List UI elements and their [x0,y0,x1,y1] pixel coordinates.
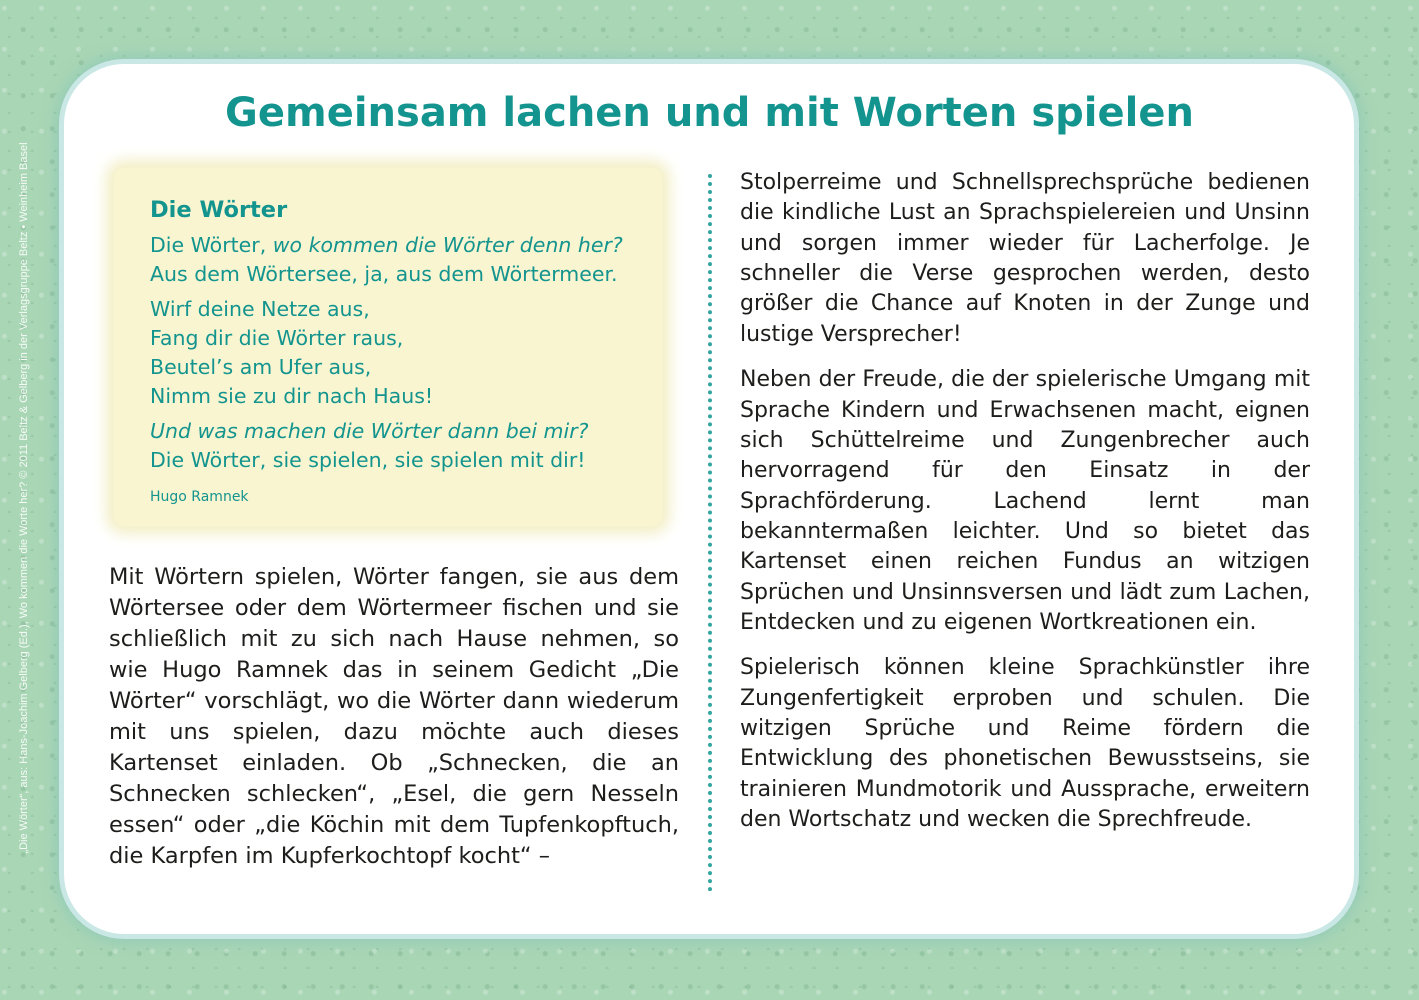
column-divider [708,174,712,892]
poem-stanza-3 [150,417,650,475]
poem-line [150,417,650,446]
poem-line: Beutel’s am Ufer aus, [150,355,372,379]
poem-stanza-1 [150,231,650,289]
poem-author: Hugo Ramnek [150,489,249,505]
copyright-credit: „Die Wörter“, aus: Hans-Joachim Gelberg (Ed.), Wo kommen die Worte her? © 2011 Beltz & Gelberg in der Verlagsgruppe Beltz • Weinheim Basel [18,142,30,854]
poem-line: Die Wörter, sie spielen, sie spielen mit dir! [150,448,586,472]
right-paragraph-3: Spielerisch können kleine Sprachkünstler ihre Zungenfertigkeit erproben und schulen. Die witzigen Sprüche und Reime fördern die Entwicklung des phonetischen Bewusstseins, sie trainieren Mundmotorik und Aussprache, erweitern den Wortschatz und wecken die Sprechfreude. [740,655,1310,833]
poem-line-1a: Die Wörter, [150,233,273,257]
poem-title: Die Wörter [150,197,288,223]
poem-stanza-2 [150,295,650,411]
page-title: Gemeinsam lachen und mit Worten spielen [225,90,1194,136]
poem-line: Wirf deine Netze aus, [150,297,370,321]
poem [150,196,650,512]
right-paragraph-2: Neben der Freude, die der spielerische Umgang mit Sprache Kindern und Erwachsenen macht, eignen sich Schüttelreime und Zungenbrecher auch hervorragend für den Einsatz in der Sprachförderung. Lachend lernt man bekanntermaßen leichter. Und so bietet das Kartenset einen reichen Fundus an witzigen Sprüchen und Unsinnsversen und lädt zum Lachen, Entdecken und zu eigenen Wortkreationen ein. [740,367,1310,636]
poem-line-italic: Und was machen die Wörter dann bei mir? [150,419,589,443]
poem-line: Nimm sie zu dir nach Haus! [150,384,434,408]
right-column [740,168,1310,851]
left-column [109,562,679,887]
poem-line: Fang dir die Wörter raus, [150,326,404,350]
right-paragraph-1: Stolperreime und Schnellsprechsprüche bedienen die kindliche Lust an Sprachspielereien und Unsinn und sorgen immer wieder für Lacherfolge. Je schneller die Verse gesprochen werden, desto größer die Chance auf Knoten in der Zunge und lustige Versprecher! [740,170,1310,347]
poem-line [150,231,650,260]
left-paragraph: Mit Wörtern spielen, Wörter fangen, sie aus dem Wörtersee oder dem Wörtermeer fischen und sie schließlich mit zu sich nach Hause nehmen, so wie Hugo Ramnek das in seinem Gedicht „Die Wörter“ vorschlägt, wo die Wörter dann wiederum mit uns spielen, dazu möchte auch dieses Kartenset einladen. Ob „Schnecken, die an Schnecken schlecken“, „Esel, die gern Nesseln essen“ oder „die Köchin mit dem Tupfenkopftuch, die Karpfen im Kupferkochtopf kocht“ – [109,564,679,870]
poem-line-1b: wo kommen die Wörter denn her? [272,233,623,257]
poem-line: Aus dem Wörtersee, ja, aus dem Wörtermeer. [150,262,618,286]
